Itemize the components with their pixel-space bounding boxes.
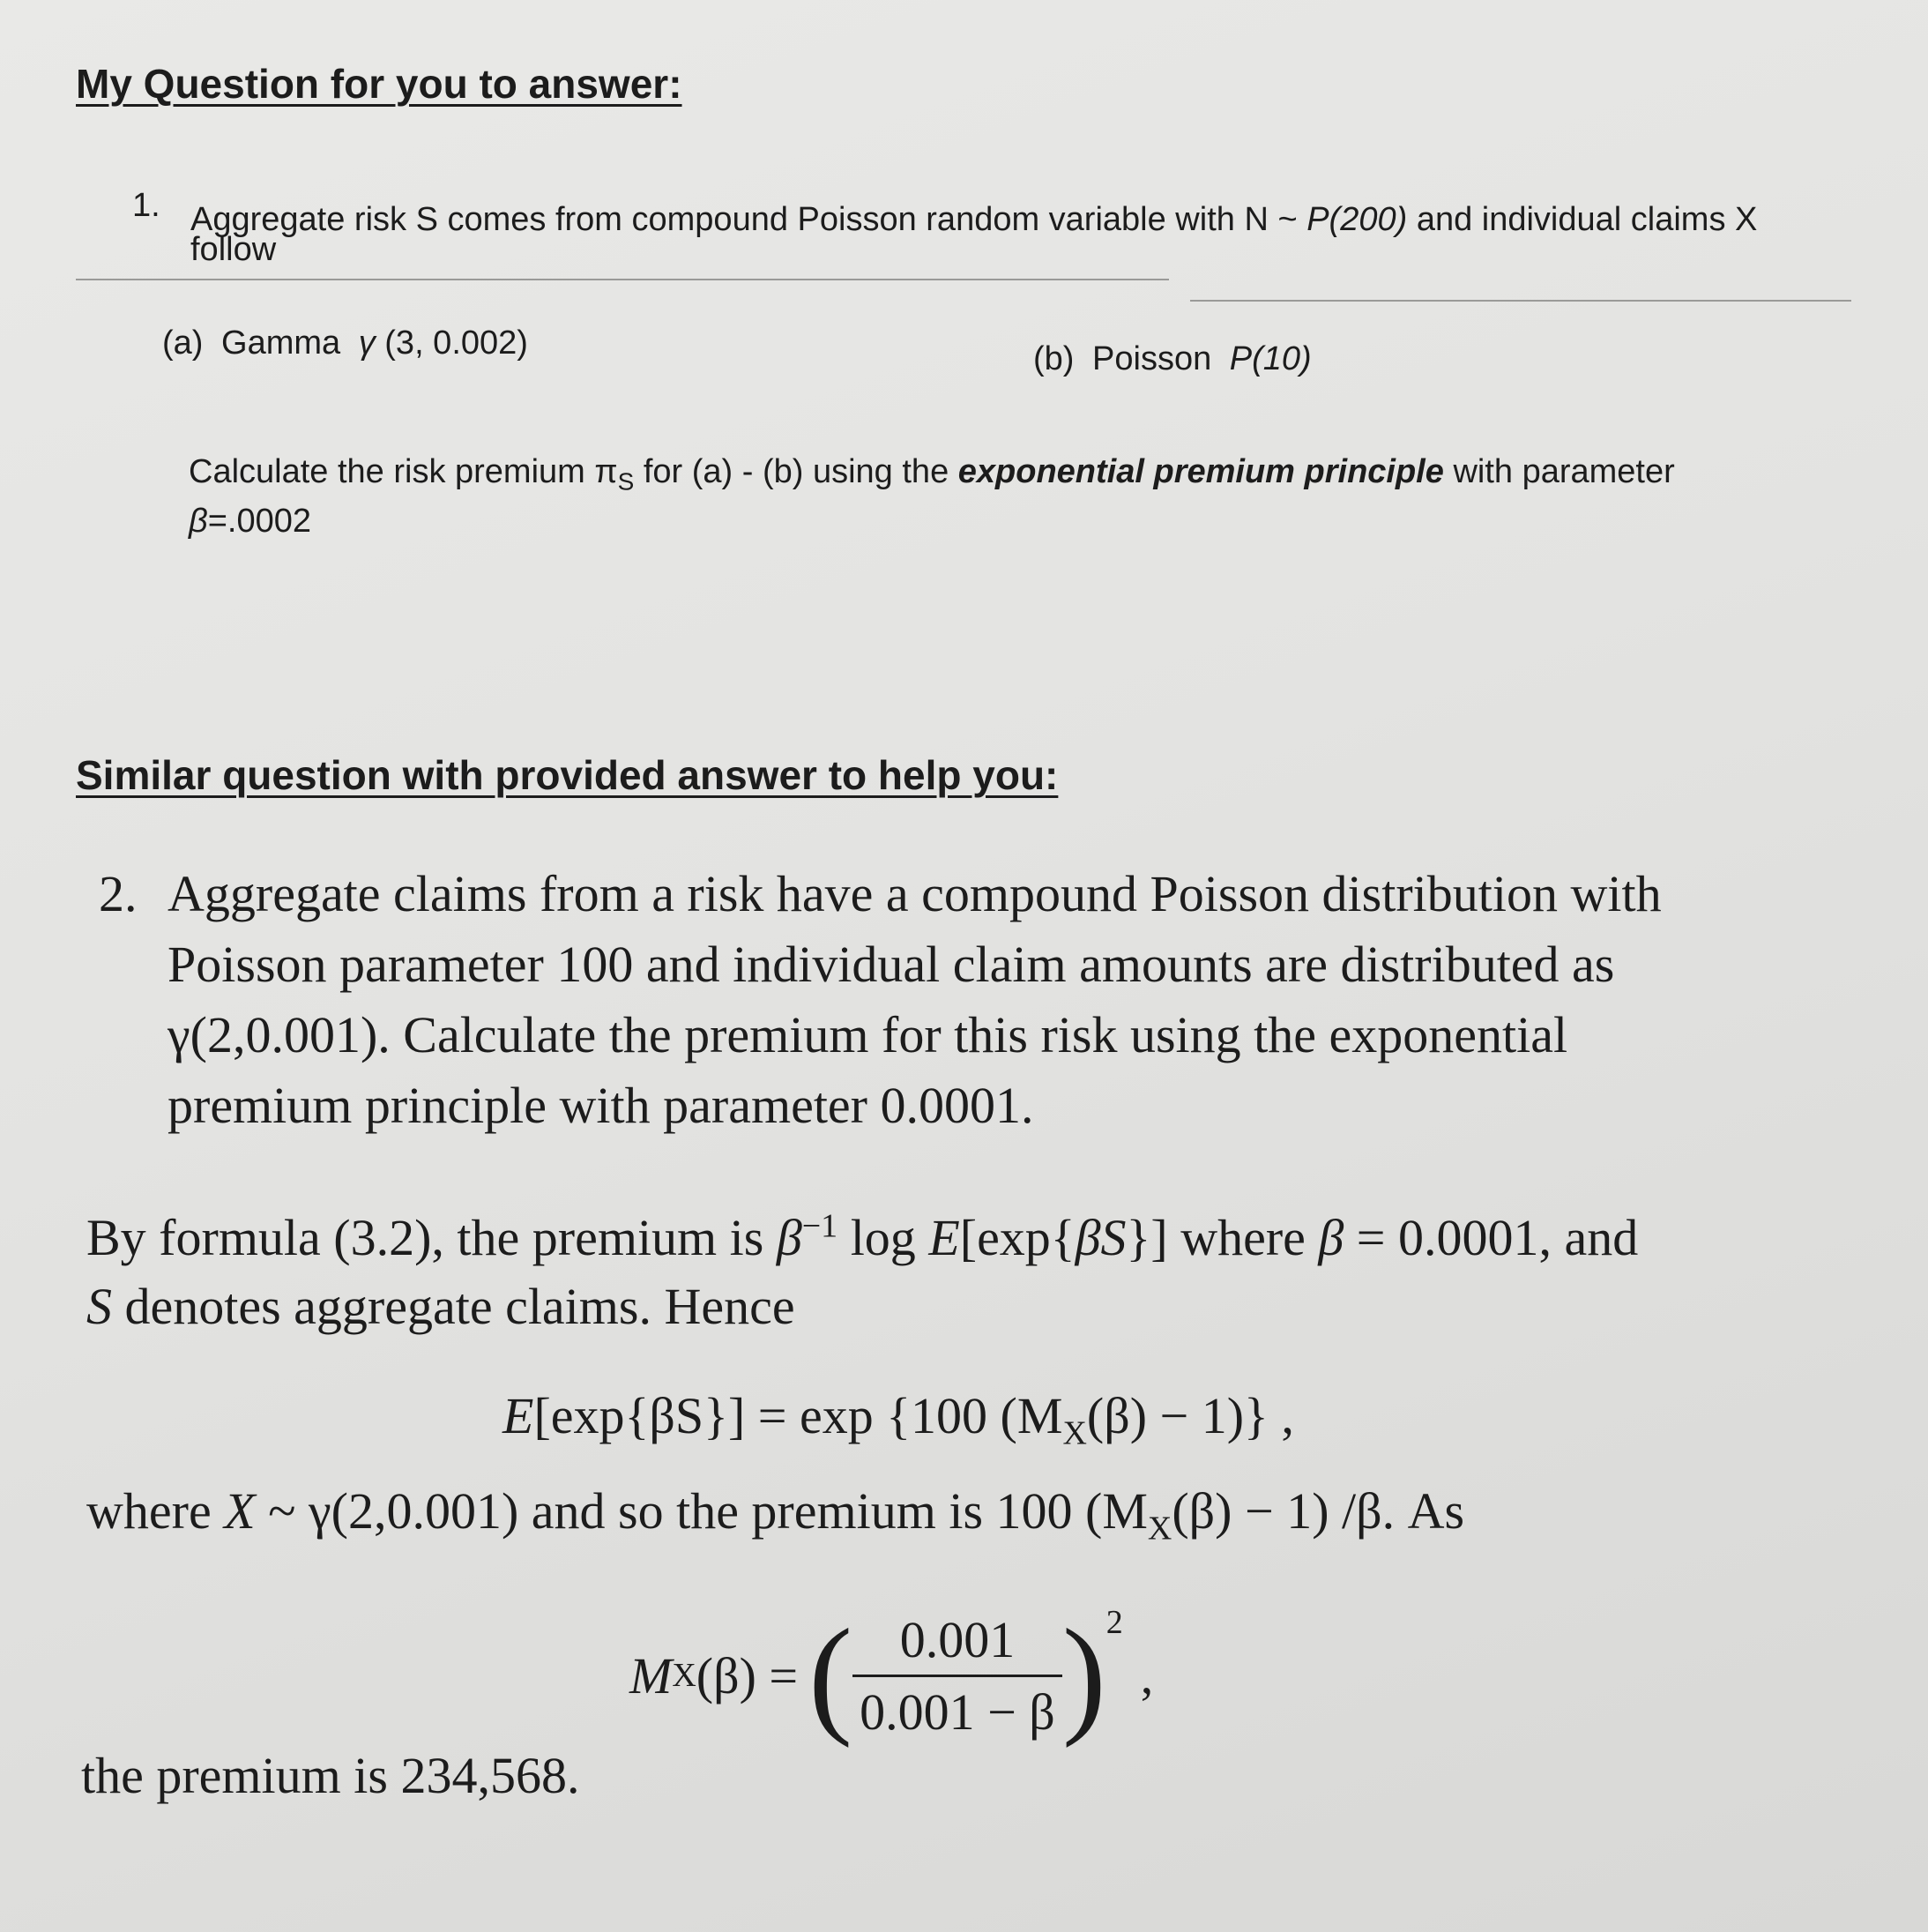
- solution-S: S: [86, 1278, 112, 1335]
- mgf-power: 2: [1105, 1604, 1123, 1641]
- solution-X: X: [224, 1482, 256, 1540]
- mgf-fraction: [852, 1610, 1062, 1742]
- option-b: [1033, 340, 1312, 378]
- divider-right: [1190, 300, 1851, 302]
- option-a-symbol: γ: [358, 324, 376, 362]
- solution-line3-tail: (β) − 1) /β. As: [1172, 1482, 1465, 1540]
- option-a-label: (a): [162, 324, 204, 362]
- solution-text-a: By formula (3.2), the premium is: [86, 1209, 777, 1266]
- frac-numerator: 0.001: [899, 1610, 1016, 1668]
- option-a-params: (3, 0.002): [384, 324, 528, 362]
- calc-text-b: for (a) - (b) using the: [634, 453, 958, 490]
- solution-beta-exp: −1: [801, 1207, 838, 1245]
- option-b-name: Poisson: [1092, 340, 1212, 377]
- solution-line3: [86, 1481, 1465, 1548]
- frac-bar: [852, 1675, 1062, 1677]
- calc-emphasis: exponential premium principle: [957, 453, 1444, 490]
- solution-final: the premium is 234,568.: [81, 1747, 580, 1804]
- solution-text-d: }] where: [1126, 1209, 1319, 1266]
- solution-beta: β: [776, 1209, 802, 1266]
- solution-text-c: [exp{: [959, 1209, 1076, 1266]
- mgf-arg: (β) =: [696, 1646, 799, 1704]
- eq1-sub: X: [1062, 1414, 1087, 1452]
- option-b-label: (b): [1033, 340, 1075, 377]
- mgf-equation: M X (β) = ( $\frac{0.001}{0.001 - \beta}$ ) 2 ,: [629, 1602, 1154, 1749]
- question2-line3: γ(2,0.001). Calculate the premium for this risk using the exponential: [167, 1006, 1568, 1063]
- calc-beta-value: =.0002: [207, 503, 312, 540]
- calc-pi: π: [594, 453, 618, 490]
- left-paren: (: [808, 1602, 853, 1749]
- question2-number: 2.: [99, 865, 138, 922]
- calc-line1: [189, 453, 1675, 496]
- question2-line1: Aggregate claims from a risk have a compound Poisson distribution with: [167, 865, 1662, 922]
- question1-line1: [190, 201, 1757, 239]
- mgf-comma: ,: [1140, 1646, 1154, 1704]
- question1-dist: P(200): [1306, 201, 1408, 238]
- question1-text-a: Aggregate risk S comes from compound Poisson random variable with N ~: [190, 201, 1307, 238]
- question1-text-c: and individual claims X: [1407, 201, 1758, 238]
- option-b-dist: P(10): [1229, 340, 1312, 377]
- divider-left: [76, 279, 1169, 280]
- eq1-tail: (β) − 1)} ,: [1086, 1387, 1294, 1444]
- option-a: [162, 324, 528, 362]
- solution-line2: [86, 1277, 795, 1336]
- question1-number: 1.: [132, 187, 160, 224]
- option-a-name: Gamma: [221, 324, 341, 362]
- solution-line1: [86, 1208, 1638, 1267]
- question2-line2: Poisson parameter 100 and individual claim amounts are distributed as: [167, 936, 1615, 993]
- solution-E: E: [928, 1209, 960, 1266]
- calc-text-c: with parameter: [1443, 453, 1675, 490]
- solution-line3-sub: X: [1147, 1510, 1172, 1548]
- calc-beta: β: [189, 503, 208, 540]
- solution-betaS: βS: [1075, 1209, 1127, 1266]
- mgf-M: M: [629, 1646, 673, 1704]
- right-paren: ): [1061, 1602, 1106, 1749]
- question1-line2: follow: [190, 231, 277, 268]
- calc-text-a: Calculate the risk premium: [189, 453, 595, 490]
- calc-line2: [189, 503, 311, 541]
- eq1-E: E: [502, 1387, 534, 1444]
- calc-pi-sub: S: [617, 467, 635, 496]
- solution-beta2: β: [1318, 1209, 1344, 1266]
- solution-where: where: [86, 1482, 225, 1540]
- frac-denominator: 0.001 − β: [860, 1682, 1055, 1741]
- question2-line4: premium principle with parameter 0.0001.: [167, 1077, 1034, 1134]
- solution-log: log: [837, 1209, 929, 1266]
- solution-text-e: = 0.0001, and: [1344, 1209, 1639, 1266]
- solution-text-line2: denotes aggregate claims. Hence: [112, 1278, 795, 1335]
- equation-1: [502, 1386, 1294, 1452]
- section2-heading: Similar question with provided answer to help you:: [76, 752, 1059, 798]
- eq1-body: [exp{βS}] = exp {100 (M: [533, 1387, 1063, 1444]
- solution-text-line3: ~ γ(2,0.001) and so the premium is 100 (M: [255, 1482, 1148, 1540]
- section1-heading: My Question for you to answer:: [76, 61, 682, 107]
